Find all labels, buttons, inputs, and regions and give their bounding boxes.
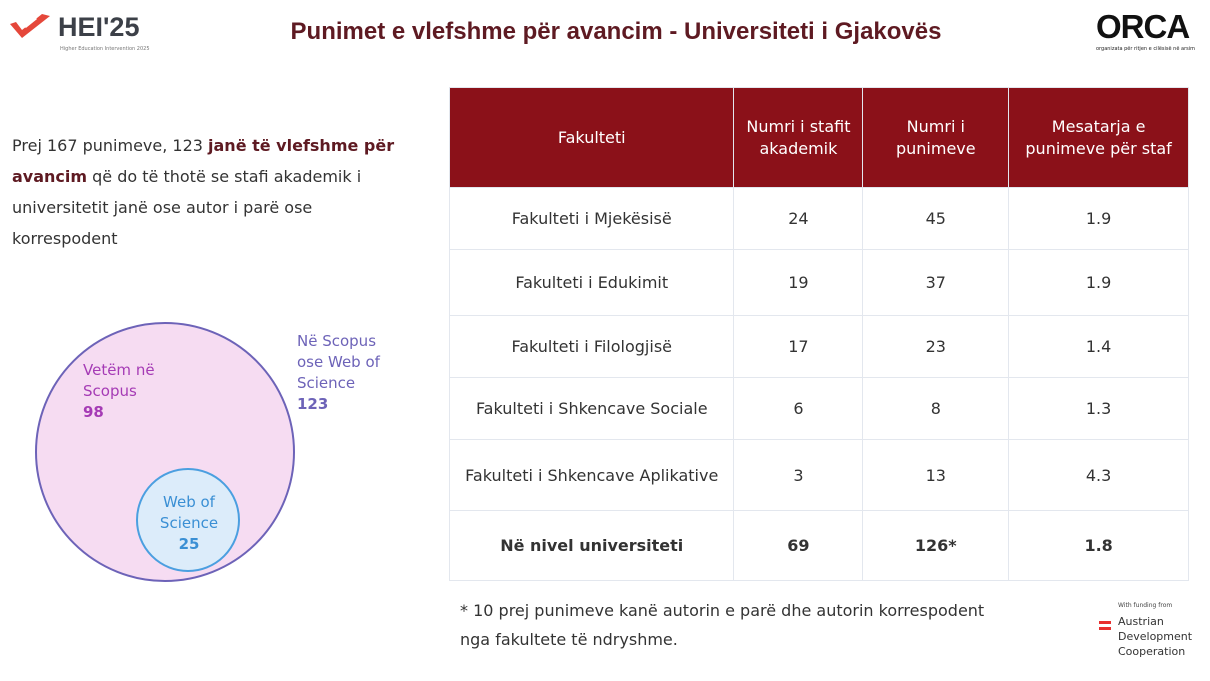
ada-logo: With funding from Austrian Development Cooperation — [1118, 602, 1193, 658]
table-row — [450, 188, 1189, 250]
page-title: Punimet e vlefshme për avancim - Universiteti i Gjakovës — [290, 18, 942, 45]
table-cell: 13 — [863, 440, 1009, 511]
table-cell: 45 — [863, 188, 1009, 250]
footnote: * 10 prej punimeve kanë autorin e parë dhe autorin korrespodent nga fakultete të ndryshme. — [460, 601, 985, 649]
table-cell: Fakulteti i Shkencave Sociale — [450, 378, 734, 440]
table-cell: 1.9 — [1009, 188, 1189, 250]
table-header — [450, 88, 1189, 188]
table-cell: 24 — [734, 188, 863, 250]
table-cell: Në nivel universiteti — [450, 511, 734, 581]
table-cell: Fakulteti i Edukimit — [450, 250, 734, 316]
table-cell: 69 — [734, 511, 863, 581]
table-cell: 1.9 — [1009, 250, 1189, 316]
column-header: Mesatarja e punimeve për staf — [1009, 88, 1189, 188]
hei-logo-icon — [8, 12, 52, 42]
intro-text: Prej 167 punimeve, 123 janë të vlefshme për avancim që do të thotë se stafi akademik i universitetit janë ose autor i parë ose korrespodent — [12, 136, 395, 248]
table-cell: Fakulteti i Mjekësisë — [450, 188, 734, 250]
table-cell: 23 — [863, 316, 1009, 378]
table-cell: 8 — [863, 378, 1009, 440]
venn-outer-label: Në Scopus ose Web of Science 123 — [297, 332, 380, 413]
column-header: Numri i stafit akademik — [734, 88, 863, 188]
table-cell: 1.8 — [1009, 511, 1189, 581]
table-row — [450, 250, 1189, 316]
table-cell: 3 — [734, 440, 863, 511]
table-cell: 6 — [734, 378, 863, 440]
table-row — [450, 378, 1189, 440]
faculty-table — [449, 87, 1189, 581]
table-cell: 19 — [734, 250, 863, 316]
orca-logo-name: ORCA — [1096, 8, 1190, 45]
table-row — [450, 316, 1189, 378]
column-header: Fakulteti — [450, 88, 734, 188]
hei25-logo — [8, 12, 150, 52]
venn-wos-label: Web of Science 25 — [159, 493, 219, 553]
column-header: Numri i punimeve — [863, 88, 1009, 188]
table-cell: 1.3 — [1009, 378, 1189, 440]
table-cell: 126* — [863, 511, 1009, 581]
hei-logo-name: HEI'25 — [58, 12, 140, 42]
table-cell: 4.3 — [1009, 440, 1189, 511]
table-cell: 1.4 — [1009, 316, 1189, 378]
table-row — [450, 440, 1189, 511]
hei-logo-subtitle: Higher Education Intervention 2025 — [60, 46, 150, 52]
table-cell: 37 — [863, 250, 1009, 316]
table-cell: 17 — [734, 316, 863, 378]
orca-logo-subtitle: organizata për ritjen e cilësisë në arsim — [1096, 46, 1196, 52]
table-total-row — [450, 511, 1189, 581]
venn-scopus-label: Vetëm në Scopus 98 — [83, 361, 155, 421]
table-cell: Fakulteti i Shkencave Aplikative — [450, 440, 734, 511]
table-cell: Fakulteti i Filologjisë — [450, 316, 734, 378]
orca-logo — [1096, 8, 1195, 53]
